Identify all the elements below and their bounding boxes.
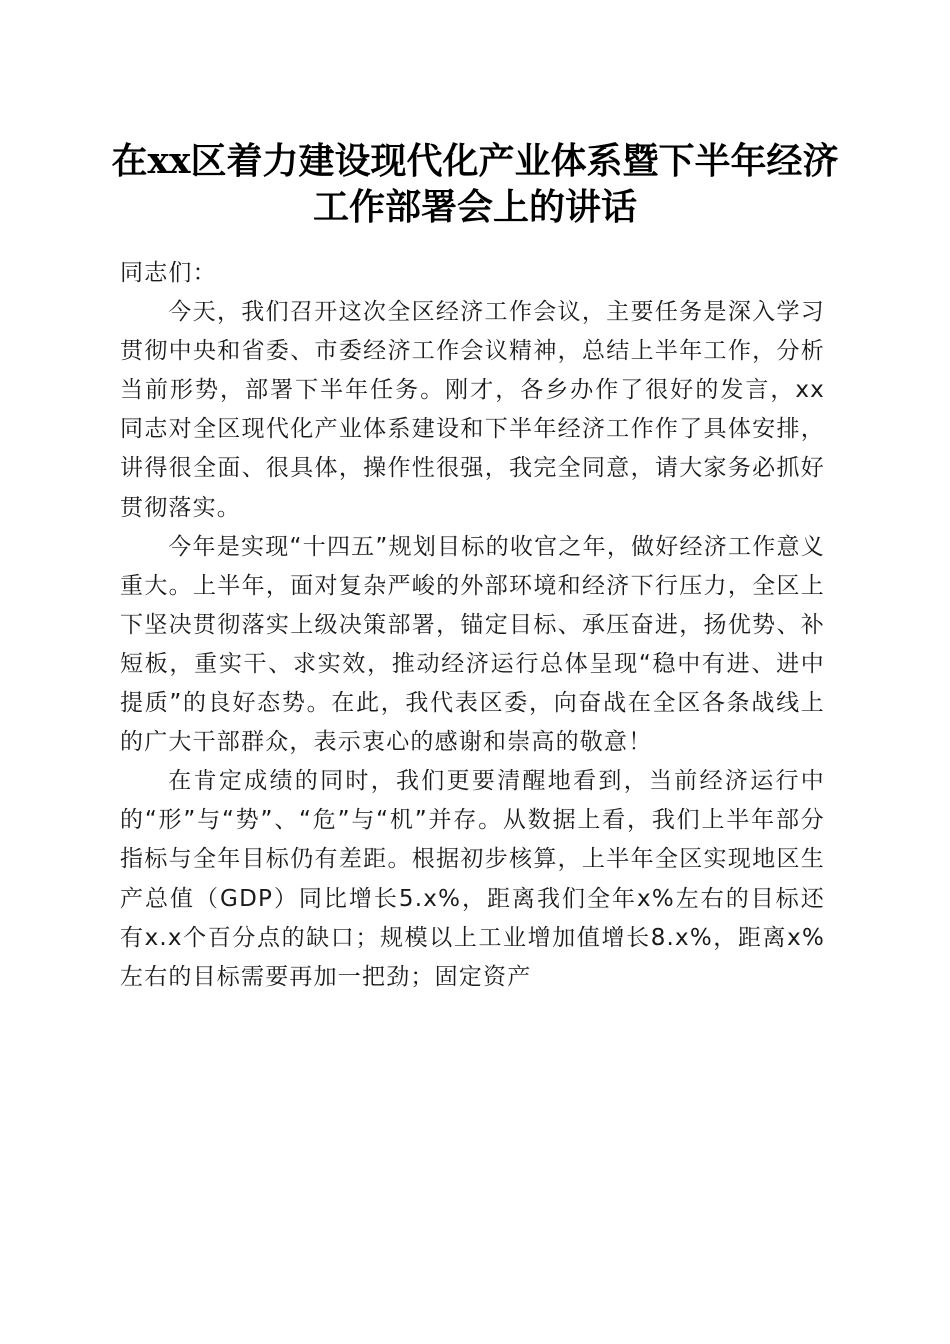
paragraph-achievements: 今年是实现“十四五”规划目标的收官之年，做好经济工作意义重大。上半年，面对复杂严峻的外部环境和经济下行压力，全区上下坚决贯彻落实上级决策部署，锚定目标、承压奋进，扬优势、补短板，重实干、求实效，推动经济运行总体呈现“稳中有进、进中提质”的良好态势。在此，我代表区委，向奋战在全区各条战线上的广大干部群众，表示衷心的感谢和崇高的敬意！: [120, 533, 825, 756]
salutation: 同志们：: [120, 260, 217, 286]
paragraph-opening: 今天，我们召开这次全区经济工作会议，主要任务是深入学习贯彻中央和省委、市委经济工作会议精神，总结上半年工作，分析当前形势，部署下半年任务。刚才，各乡办作了很好的发言，xx同志对全区现代化产业体系建设和下半年经济工作作了具体安排，讲得很全面、很具体，操作性很强，我完全同意，请大家务必抓好贯彻落实。: [120, 299, 825, 521]
document-title: 在xx区着力建设现代化产业体系暨下半年经济工作部署会上的讲话: [111, 140, 839, 228]
speech-body: [120, 254, 825, 997]
paragraph-challenges: 在肯定成绩的同时，我们更要清醒地看到，当前经济运行中的“形”与“势”、“危”与“机”并存。从数据上看，我们上半年部分指标与全年目标仍有差距。根据初步核算，上半年全区实现地区生产总值（GDP）同比增长5.x%，距离我们全年x%左右的目标还有x.x个百分点的缺口；规模以上工业增加值增长8.x%，距离x%左右的目标需要再加一把劲；固定资产: [120, 768, 825, 990]
